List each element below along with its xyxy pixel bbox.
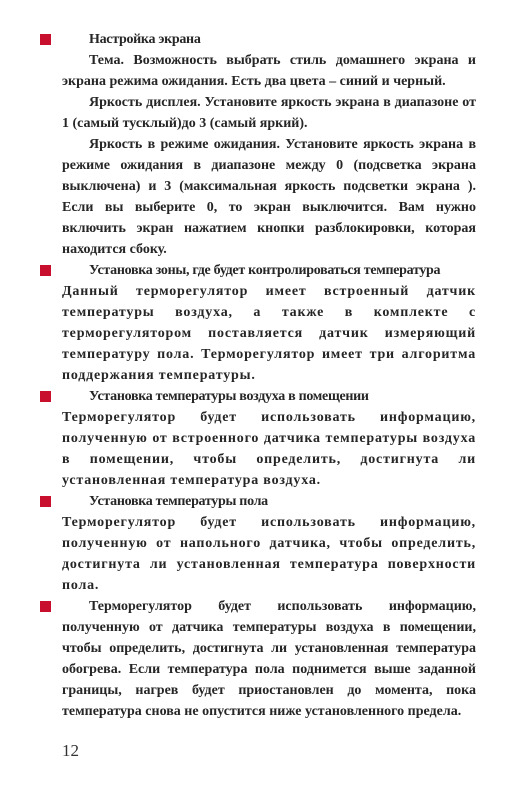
paragraph-floor-temperature: Терморегулятор будет использовать информацию, полученную от напольного датчика, чтобы определить, достигнута ли установленная температура поверхности пола.	[62, 515, 476, 593]
section-air-temperature	[62, 386, 476, 491]
section-control-zone	[62, 260, 476, 386]
paragraph-combined-mode: Терморегулятор будет использовать информацию, полученную от датчика температуры воздуха в помещении, чтобы определить, достигнута ли установленная температура обогрева. Если температура пола поднимется выше заданной границы, нагрев будет приостановлен до момента, пока температура снова не опустится ниже установленного предела.	[62, 599, 476, 719]
section-heading: Установка температуры пола	[89, 494, 268, 509]
section-combined-mode	[62, 596, 476, 722]
paragraph-theme: Тема. Возможность выбрать стиль домашнего экрана и экрана режима ожидания. Есть два цвета – синий и черный.	[62, 53, 476, 89]
bullet-marker	[40, 265, 51, 276]
page-content	[62, 29, 476, 722]
bullet-marker	[40, 496, 51, 507]
bullet-marker	[40, 391, 51, 402]
paragraph-control-zone: Данный терморегулятор имеет встроенный датчик температуры воздуха, а также в комплекте с терморегулятором поставляется датчик измеряющий температуру пола. Терморегулятор имеет три алгоритма поддержания температуры.	[62, 284, 476, 383]
paragraph-standby-brightness: Яркость в режиме ожидания. Установите яркость экрана в режиме ожидания в диапазоне между 0 (подсветка экрана выключена) и 3 (максимальная яркость подсветки экрана ). Если вы выберите 0, то экран выключится. Вам нужно включить экран нажатием кнопки разблокировки, которая находится сбоку.	[62, 137, 476, 257]
page-number: 12	[62, 741, 79, 760]
paragraph-display-brightness: Яркость дисплея. Установите яркость экрана в диапазоне от 1 (самый тусклый)до 3 (самый яркий).	[62, 95, 476, 131]
section-floor-temperature	[62, 491, 476, 596]
paragraph-air-temperature: Терморегулятор будет использовать информацию, полученную от встроенного датчика температуры воздуха в помещении, чтобы определить, достигнута ли установленная температура воздуха.	[62, 410, 476, 488]
section-heading: Установка температуры воздуха в помещении	[89, 389, 369, 404]
section-heading: Настройка экрана	[89, 32, 201, 47]
section-heading: Установка зоны, где будет контролироваться температура	[89, 263, 441, 278]
bullet-marker	[40, 601, 51, 612]
bullet-marker	[40, 34, 51, 45]
section-screen-settings	[62, 29, 476, 260]
